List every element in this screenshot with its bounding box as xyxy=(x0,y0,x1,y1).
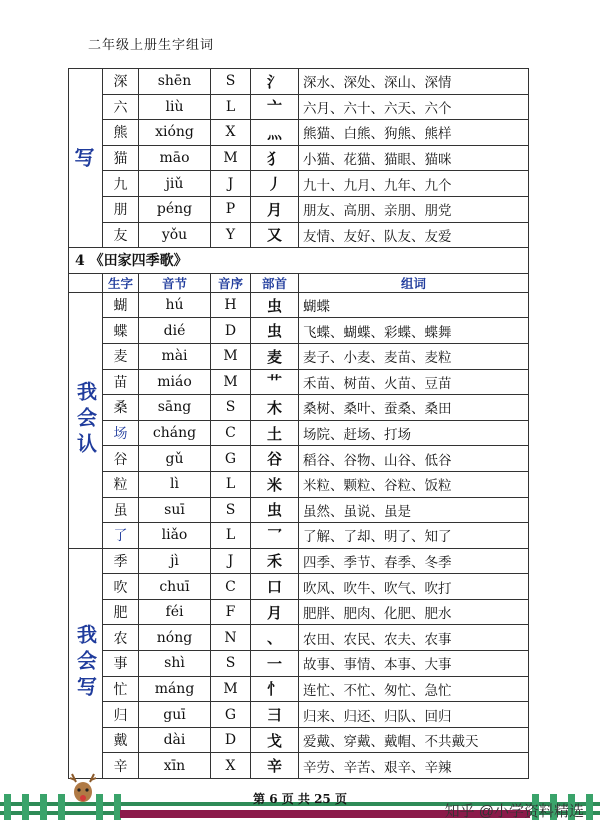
column-header: 生字 xyxy=(103,273,139,292)
pinyin-cell: shì xyxy=(139,651,211,677)
words-cell: 飞蝶、蝴蝶、彩蝶、蝶舞 xyxy=(299,318,529,344)
radical-cell: 口 xyxy=(251,574,299,600)
page-number: 第 6 页 共 25 页 xyxy=(253,792,347,806)
pinyin-cell: guī xyxy=(139,702,211,728)
table-row xyxy=(69,69,529,95)
radical-cell: 亠 xyxy=(251,94,299,120)
letter-cell: M xyxy=(211,369,251,395)
table-row xyxy=(69,395,529,421)
char-cell: 深 xyxy=(103,69,139,95)
pinyin-cell: hú xyxy=(139,292,211,318)
pinyin-cell: shēn xyxy=(139,69,211,95)
column-header: 音序 xyxy=(211,273,251,292)
char-cell: 肥 xyxy=(103,599,139,625)
words-cell: 熊猫、白熊、狗熊、熊样 xyxy=(299,120,529,146)
words-cell: 故事、事情、本事、大事 xyxy=(299,651,529,677)
words-cell: 六月、六十、六天、六个 xyxy=(299,94,529,120)
table-row xyxy=(69,446,529,472)
table-row xyxy=(69,196,529,222)
table-row xyxy=(69,574,529,600)
table-row xyxy=(69,222,529,248)
words-cell: 禾苗、树苗、火苗、豆苗 xyxy=(299,369,529,395)
page-header: 二年级上册生字组词 xyxy=(88,38,215,53)
char-cell: 蝴 xyxy=(103,292,139,318)
radical-cell: 木 xyxy=(251,395,299,421)
table-row xyxy=(69,94,529,120)
words-cell: 爱戴、穿戴、戴帽、不共戴天 xyxy=(299,727,529,753)
pinyin-cell: chuī xyxy=(139,574,211,600)
pinyin-cell: suī xyxy=(139,497,211,523)
table-row xyxy=(69,343,529,369)
table-row xyxy=(69,369,529,395)
radical-cell: 乛 xyxy=(251,523,299,549)
section-label: 我会认 xyxy=(69,292,103,548)
char-cell: 农 xyxy=(103,625,139,651)
table-row xyxy=(69,625,529,651)
pinyin-cell: nóng xyxy=(139,625,211,651)
radical-cell: 谷 xyxy=(251,446,299,472)
words-cell: 蝴蝶 xyxy=(299,292,529,318)
table-row xyxy=(69,292,529,318)
radical-cell: 虫 xyxy=(251,292,299,318)
radical-cell: 土 xyxy=(251,420,299,446)
pinyin-cell: xióng xyxy=(139,120,211,146)
table-row xyxy=(69,599,529,625)
char-cell: 事 xyxy=(103,651,139,677)
words-cell: 友情、友好、队友、友爱 xyxy=(299,222,529,248)
table-row xyxy=(69,753,529,779)
radical-cell: 虫 xyxy=(251,318,299,344)
radical-cell: 丿 xyxy=(251,171,299,197)
char-cell: 朋 xyxy=(103,196,139,222)
char-cell: 苗 xyxy=(103,369,139,395)
table-row xyxy=(69,702,529,728)
table-row xyxy=(69,471,529,497)
char-cell: 麦 xyxy=(103,343,139,369)
pinyin-cell: féi xyxy=(139,599,211,625)
words-cell: 桑树、桑叶、蚕桑、桑田 xyxy=(299,395,529,421)
letter-cell: G xyxy=(211,446,251,472)
words-cell: 朋友、高朋、亲朋、朋党 xyxy=(299,196,529,222)
pinyin-cell: sāng xyxy=(139,395,211,421)
char-cell: 猫 xyxy=(103,145,139,171)
column-header: 部首 xyxy=(251,273,299,292)
table-row xyxy=(69,318,529,344)
radical-cell: 辛 xyxy=(251,753,299,779)
letter-cell: Y xyxy=(211,222,251,248)
pinyin-cell: cháng xyxy=(139,420,211,446)
letter-cell: D xyxy=(211,318,251,344)
words-cell: 虽然、虽说、虽是 xyxy=(299,497,529,523)
letter-cell: G xyxy=(211,702,251,728)
char-cell: 吹 xyxy=(103,574,139,600)
char-cell: 友 xyxy=(103,222,139,248)
pinyin-cell: miáo xyxy=(139,369,211,395)
char-cell: 辛 xyxy=(103,753,139,779)
char-cell: 六 xyxy=(103,94,139,120)
letter-cell: D xyxy=(211,727,251,753)
table-row xyxy=(69,523,529,549)
table-row xyxy=(69,651,529,677)
words-cell: 农田、农民、农夫、农事 xyxy=(299,625,529,651)
letter-cell: L xyxy=(211,471,251,497)
words-cell: 场院、赶场、打场 xyxy=(299,420,529,446)
words-cell: 归来、归还、归队、回归 xyxy=(299,702,529,728)
table-row xyxy=(69,727,529,753)
radical-cell: 又 xyxy=(251,222,299,248)
letter-cell: H xyxy=(211,292,251,318)
char-cell: 桑 xyxy=(103,395,139,421)
section-label: 我会写 xyxy=(69,548,103,778)
letter-cell: C xyxy=(211,574,251,600)
letter-cell: M xyxy=(211,676,251,702)
pinyin-cell: dié xyxy=(139,318,211,344)
char-cell: 虽 xyxy=(103,497,139,523)
char-cell: 戴 xyxy=(103,727,139,753)
char-cell: 粒 xyxy=(103,471,139,497)
char-cell: 谷 xyxy=(103,446,139,472)
pinyin-cell: péng xyxy=(139,196,211,222)
letter-cell: N xyxy=(211,625,251,651)
section-label: 写 xyxy=(69,69,103,248)
words-cell: 四季、季节、春季、冬季 xyxy=(299,548,529,574)
radical-cell: 犭 xyxy=(251,145,299,171)
pinyin-cell: yǒu xyxy=(139,222,211,248)
char-cell: 了 xyxy=(103,523,139,549)
letter-cell: M xyxy=(211,343,251,369)
pinyin-cell: lì xyxy=(139,471,211,497)
radical-cell: 、 xyxy=(251,625,299,651)
char-cell: 季 xyxy=(103,548,139,574)
radical-cell: 米 xyxy=(251,471,299,497)
radical-cell: 灬 xyxy=(251,120,299,146)
words-cell: 肥胖、肥肉、化肥、肥水 xyxy=(299,599,529,625)
words-cell: 了解、了却、明了、知了 xyxy=(299,523,529,549)
char-cell: 场 xyxy=(103,420,139,446)
words-cell: 小猫、花猫、猫眼、猫咪 xyxy=(299,145,529,171)
pinyin-cell: liù xyxy=(139,94,211,120)
radical-cell: 禾 xyxy=(251,548,299,574)
pinyin-cell: gǔ xyxy=(139,446,211,472)
words-cell: 麦子、小麦、麦苗、麦粒 xyxy=(299,343,529,369)
radical-cell: 月 xyxy=(251,599,299,625)
words-cell: 连忙、不忙、匆忙、急忙 xyxy=(299,676,529,702)
radical-cell: 彐 xyxy=(251,702,299,728)
char-cell: 蝶 xyxy=(103,318,139,344)
radical-cell: 戈 xyxy=(251,727,299,753)
letter-cell: S xyxy=(211,69,251,95)
letter-cell: X xyxy=(211,120,251,146)
radical-cell: 月 xyxy=(251,196,299,222)
table-row xyxy=(69,420,529,446)
letter-cell: S xyxy=(211,497,251,523)
pinyin-cell: mài xyxy=(139,343,211,369)
table-row xyxy=(69,120,529,146)
radical-cell: 忄 xyxy=(251,676,299,702)
watermark: 知乎 @小学资料精选 xyxy=(444,803,584,820)
words-cell: 九十、九月、九年、九个 xyxy=(299,171,529,197)
pinyin-cell: jì xyxy=(139,548,211,574)
column-header: 音节 xyxy=(139,273,211,292)
letter-cell: J xyxy=(211,548,251,574)
table-row xyxy=(69,145,529,171)
char-cell: 归 xyxy=(103,702,139,728)
column-header: 组词 xyxy=(299,273,529,292)
pinyin-cell: xīn xyxy=(139,753,211,779)
letter-cell: L xyxy=(211,523,251,549)
radical-cell: 艹 xyxy=(251,369,299,395)
radical-cell: 氵 xyxy=(251,69,299,95)
words-cell: 米粒、颗粒、谷粒、饭粒 xyxy=(299,471,529,497)
pinyin-cell: dài xyxy=(139,727,211,753)
table-row xyxy=(69,497,529,523)
letter-cell: M xyxy=(211,145,251,171)
char-cell: 忙 xyxy=(103,676,139,702)
lesson-title: 4 《田家四季歌》 xyxy=(69,248,529,274)
letter-cell: F xyxy=(211,599,251,625)
column-header-row xyxy=(69,273,529,292)
letter-cell: X xyxy=(211,753,251,779)
char-cell: 熊 xyxy=(103,120,139,146)
radical-cell: 麦 xyxy=(251,343,299,369)
words-cell: 稻谷、谷物、山谷、低谷 xyxy=(299,446,529,472)
pinyin-cell: jiǔ xyxy=(139,171,211,197)
table-row xyxy=(69,676,529,702)
table-row xyxy=(69,548,529,574)
letter-cell: J xyxy=(211,171,251,197)
header-blank xyxy=(69,273,103,292)
lesson-row xyxy=(69,248,529,274)
words-cell: 辛劳、辛苦、艰辛、辛辣 xyxy=(299,753,529,779)
vocab-table xyxy=(68,68,529,779)
pinyin-cell: liǎo xyxy=(139,523,211,549)
letter-cell: S xyxy=(211,395,251,421)
radical-cell: 一 xyxy=(251,651,299,677)
letter-cell: P xyxy=(211,196,251,222)
letter-cell: S xyxy=(211,651,251,677)
letter-cell: C xyxy=(211,420,251,446)
pinyin-cell: māo xyxy=(139,145,211,171)
pinyin-cell: máng xyxy=(139,676,211,702)
words-cell: 深水、深处、深山、深情 xyxy=(299,69,529,95)
char-cell: 九 xyxy=(103,171,139,197)
radical-cell: 虫 xyxy=(251,497,299,523)
table-row xyxy=(69,171,529,197)
words-cell: 吹风、吹牛、吹气、吹打 xyxy=(299,574,529,600)
letter-cell: L xyxy=(211,94,251,120)
